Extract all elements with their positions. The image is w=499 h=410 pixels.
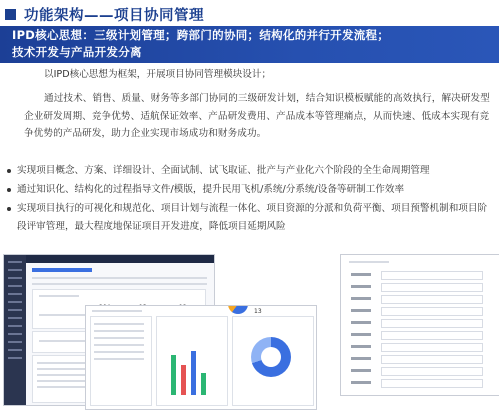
charts-screenshot [85, 305, 317, 410]
donut-chart-panel [232, 316, 314, 406]
screenshot-topbar [26, 255, 214, 263]
section-title [5, 4, 204, 24]
intro-text: 以IPD核心思想为框架，开展项目协同管理模块设计； [44, 69, 272, 80]
feature-list [6, 162, 494, 237]
banner-line-2: 技术开发与产品开发分离 [12, 45, 142, 59]
feature-item-lifecycle: 实现项目概念、方案、详细设计、全面试制、试飞取证、批产与产业化六个阶段的全生命周期管理 [6, 162, 494, 180]
feature-item-visualization: 实现项目执行的可视化和规范化、项目计划与流程一体化、项目资源的分派和负荷平衡、项目预警机制和项目阶段评审管理，最大程度地保证项目开发进度，降低项目延期风险 [6, 200, 494, 235]
screenshot-tab-bar [32, 268, 92, 272]
ipd-banner [0, 26, 499, 63]
banner-line-1: IPD核心思想：三级计划管理；跨部门的协同；结构化的并行开发流程； [12, 28, 390, 42]
screenshot-sidebar [4, 255, 26, 405]
feature-item-knowledge: 通过知识化、结构化的过程指导文件/模版，提升民用飞机/系统/分系统/设备等研制工作效率 [6, 181, 494, 199]
title-square-icon [5, 9, 16, 20]
mid-stat-number: 13 [254, 308, 262, 315]
form-screenshot [340, 254, 499, 396]
title-text: 功能架构——项目协同管理 [24, 7, 204, 24]
small-donut [228, 305, 248, 314]
bar-chart-panel [156, 316, 228, 406]
chart-list-panel [90, 316, 152, 406]
main-paragraph: 通过技术、销售、质量、财务等多部门协同的三级研发计划，结合知识模板赋能的高效执行，解决研发型企业研发周期、竞争优势、适航保证效率、产品研发费用、产品成本等管理痛点，从而快速、低成本实现有竞争优势的产品研发，助力企业实现市场成功和财务成功。 [24, 93, 490, 140]
